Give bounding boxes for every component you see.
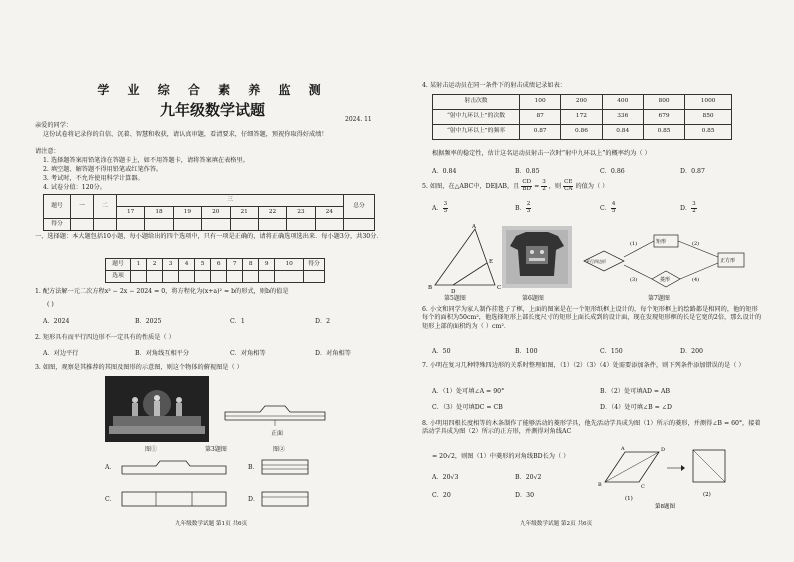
q4-option-d[interactable]: D．0.87 bbox=[680, 168, 705, 175]
intro-text: 这份试卷将记录你的自信、沉着、智慧和收获，请认真审题，看清要求，仔细答题，预祝你取得好成绩！ bbox=[43, 131, 328, 138]
answer-cell: 2 bbox=[147, 259, 163, 271]
q5-c-num: 4 bbox=[611, 201, 616, 207]
q5-pt-c: C bbox=[497, 285, 502, 291]
answer-cell[interactable] bbox=[227, 271, 243, 283]
score-cell: 二 bbox=[94, 195, 117, 219]
answer-cell[interactable] bbox=[243, 271, 259, 283]
greeting: 亲爱的同学： bbox=[35, 122, 73, 129]
question-8: 8. 小明用四根长度相等的木条制作了能够活动的菱形学具，他先活动学具成为图（1）所示的菱形，并测得∠B = 60°，接着活动学具成为图（2）所示的正方形，并测得对角线AC bbox=[422, 420, 761, 436]
q4-cell: 0.87 bbox=[520, 125, 561, 140]
q3-fig1-label: 图① bbox=[145, 446, 158, 453]
q8-option-d[interactable]: D．30 bbox=[515, 492, 535, 499]
answer-cell: 8 bbox=[243, 259, 259, 271]
q7-option-d[interactable]: D．（4）处可填∠B = ∠D bbox=[600, 404, 672, 411]
q5-option-a[interactable] bbox=[432, 202, 448, 215]
q4-cell: “射中九环以上”的频率 bbox=[433, 125, 520, 140]
answer-cell: 1 bbox=[131, 259, 147, 271]
q8-fig1-label: (1) bbox=[625, 496, 633, 502]
score-cell[interactable] bbox=[117, 219, 145, 231]
q5-frac1-den: BD bbox=[522, 185, 532, 192]
q7-node-square: 正方形 bbox=[720, 258, 736, 264]
score-cell: 23 bbox=[287, 207, 315, 219]
question-1: 1. 配方法解一元二次方程x² − 2x − 2024 = 0，将方程化为(x+a)² = b的形式，则b的值是 bbox=[35, 288, 289, 295]
score-cell[interactable] bbox=[315, 219, 343, 231]
q8-option-b[interactable]: B．20√2 bbox=[515, 474, 542, 481]
q4-table bbox=[432, 94, 732, 140]
q7-cond-4: (4) bbox=[692, 277, 700, 283]
q7-cond-2: (2) bbox=[692, 241, 700, 247]
q5-option-d-label: D． bbox=[680, 204, 692, 212]
q5-fraction-3-2 bbox=[541, 180, 547, 193]
q3-fig2-label: 图② bbox=[273, 446, 286, 453]
answer-cell: 10 bbox=[275, 259, 304, 271]
answer-cell: 7 bbox=[227, 259, 243, 271]
q8-option-a[interactable]: A．20√3 bbox=[432, 474, 459, 481]
q3-option-c-figure[interactable] bbox=[120, 488, 230, 510]
q5-option-d[interactable] bbox=[680, 202, 697, 215]
score-cell[interactable] bbox=[258, 219, 286, 231]
score-cell[interactable] bbox=[202, 219, 230, 231]
score-cell[interactable] bbox=[94, 219, 117, 231]
score-cell: 18 bbox=[145, 207, 173, 219]
score-cell: 24 bbox=[315, 207, 343, 219]
notice-3: 3. 考试时，不允许使用科学计算器。 bbox=[43, 175, 144, 182]
q4-cell: 679 bbox=[643, 110, 684, 125]
notice-1: 1. 选择题答案用铅笔涂在答题卡上，如不用答题卡，请将答案填在表格里。 bbox=[43, 157, 249, 164]
answer-table bbox=[105, 258, 325, 283]
q7-flowchart bbox=[580, 223, 760, 295]
score-cell: 21 bbox=[230, 207, 258, 219]
score-cell: 一 bbox=[71, 195, 94, 219]
q5-option-c[interactable] bbox=[600, 202, 616, 215]
answer-cell[interactable] bbox=[304, 271, 325, 283]
q6-option-d[interactable]: D．200 bbox=[680, 348, 703, 355]
answer-cell[interactable] bbox=[275, 271, 304, 283]
q5-a-den: 5 bbox=[443, 207, 448, 214]
question-8-line2: = 20√2，则图（1）中菱形的对角线BD长为（ ） bbox=[432, 453, 570, 460]
answer-cell: 4 bbox=[179, 259, 195, 271]
q4-option-b[interactable]: B．0.85 bbox=[515, 168, 540, 175]
q5-frac2-num: 3 bbox=[542, 179, 546, 185]
q5-option-b[interactable] bbox=[515, 202, 531, 215]
q2-option-a[interactable]: A．对边平行 bbox=[43, 350, 79, 357]
q2-option-d[interactable]: D．对角相等 bbox=[315, 350, 351, 357]
score-table bbox=[43, 194, 375, 231]
q5-text-eq: = bbox=[534, 182, 542, 190]
q5-triangle-figure bbox=[425, 223, 505, 293]
q7-option-c[interactable]: C．（3）处可填DC = CB bbox=[432, 404, 503, 411]
q3-front-view bbox=[220, 398, 330, 428]
q3-fig-caption: 第3题图 bbox=[205, 446, 227, 453]
score-cell: 得分 bbox=[44, 219, 71, 231]
exam-date: 2024. 11 bbox=[345, 116, 372, 123]
q4-cell: 850 bbox=[685, 110, 732, 125]
q3-photo-drawing bbox=[105, 376, 209, 442]
score-cell[interactable] bbox=[173, 219, 201, 231]
q4-cell: 400 bbox=[602, 95, 643, 110]
q5-frac3-num: CE bbox=[564, 179, 573, 185]
q4-cell: 0.85 bbox=[643, 125, 684, 140]
notice-2: 2. 填空题、解答题不得用铅笔或红笔作答。 bbox=[43, 166, 163, 173]
q8-fig2-label: (2) bbox=[703, 492, 711, 498]
q8-pt-b: B bbox=[598, 482, 602, 488]
answer-cell[interactable] bbox=[179, 271, 195, 283]
score-cell: 22 bbox=[258, 207, 286, 219]
q6-photo-drawing bbox=[502, 226, 572, 288]
answer-cell: 6 bbox=[211, 259, 227, 271]
q5-option-c-label: C． bbox=[600, 204, 611, 212]
answer-cell[interactable] bbox=[195, 271, 211, 283]
answer-cell: 得分 bbox=[304, 259, 325, 271]
page-1 bbox=[35, 18, 390, 546]
q3-option-a[interactable]: A． bbox=[105, 464, 116, 471]
q5-fraction-cd-bd bbox=[521, 180, 532, 193]
score-cell: 20 bbox=[202, 207, 230, 219]
q8-pt-c: C bbox=[641, 484, 645, 490]
q8-pt-d: D bbox=[661, 447, 666, 453]
q4-cell: 1000 bbox=[685, 95, 732, 110]
q5-pt-e: E bbox=[489, 259, 494, 265]
q5-frac1-num: CD bbox=[522, 179, 532, 185]
q4-cell: 0.85 bbox=[685, 125, 732, 140]
score-cell[interactable] bbox=[230, 219, 258, 231]
score-cell[interactable] bbox=[71, 219, 94, 231]
q5-d-num: 3 bbox=[692, 201, 696, 207]
answer-cell[interactable] bbox=[147, 271, 163, 283]
answer-cell[interactable] bbox=[131, 271, 147, 283]
score-cell: 19 bbox=[173, 207, 201, 219]
page-2-footer: 九年级数学试题 第2页 共6页 bbox=[520, 521, 593, 527]
score-cell: 总分 bbox=[344, 195, 375, 219]
exam-title: 九年级数学试题 bbox=[159, 101, 265, 119]
q3-option-d[interactable]: D． bbox=[248, 496, 260, 503]
notice-4: 4. 试卷分值：120分。 bbox=[43, 184, 106, 191]
q4-cell: 200 bbox=[561, 95, 602, 110]
q5-pt-b: B bbox=[428, 285, 433, 291]
answer-cell[interactable] bbox=[259, 271, 275, 283]
q6-option-b[interactable]: B．100 bbox=[515, 348, 538, 355]
question-5 bbox=[422, 180, 762, 193]
q5-option-a-frac bbox=[443, 202, 449, 215]
q3-option-b[interactable]: B． bbox=[248, 464, 259, 471]
q3-photo bbox=[105, 376, 209, 442]
q4-cell: “射中九环以上”的次数 bbox=[433, 110, 520, 125]
question-4-tail: 根据频率的稳定性，估计这名运动员射击一次时“射中九环以上”的概率约为（ ） bbox=[432, 150, 651, 157]
q1-option-d[interactable]: D．2 bbox=[315, 318, 331, 325]
answer-cell: 9 bbox=[259, 259, 275, 271]
question-4: 4. 某射击运动员在同一条件下的射击成绩记录如表： bbox=[422, 82, 566, 89]
q6-option-c[interactable]: C．150 bbox=[600, 348, 623, 355]
notice-heading: 请注意： bbox=[35, 148, 60, 155]
q4-cell: 336 bbox=[602, 110, 643, 125]
q3-option-b-figure[interactable] bbox=[260, 458, 310, 478]
answer-cell: 题号 bbox=[106, 259, 131, 271]
question-6: 6. 小文和同学为家人制作挂毯子了框，上面的图案是在一个矩形纸框上设计的，每个矩形框上的绘路都是相同的，他的矩形每个的面积为50cm²，他选择矩形上部长度尺寸的矩形上面长成到的设计面，现在发现矩形框的长是它宽的2倍，那么设计的矩形上部的面积约为（ ）cm²． bbox=[422, 306, 762, 330]
q4-cell: 100 bbox=[520, 95, 561, 110]
q8-pt-a: A bbox=[621, 446, 625, 452]
q5-frac2-den: 2 bbox=[542, 185, 546, 192]
answer-cell[interactable] bbox=[211, 271, 227, 283]
q7-cond-3: (3) bbox=[630, 277, 638, 283]
q8-fig-caption: 第8题图 bbox=[655, 504, 675, 510]
q2-option-c[interactable]: C．对角相等 bbox=[230, 350, 266, 357]
fig7-caption: 第7题图 bbox=[648, 295, 670, 302]
q1-option-b[interactable]: B．2025 bbox=[135, 318, 162, 325]
q5-text-post: ，则 bbox=[548, 182, 562, 190]
q7-option-b[interactable]: B．（2）处可填AD = AB bbox=[600, 388, 671, 395]
q4-option-c[interactable]: C．0.86 bbox=[600, 168, 625, 175]
q5-text-pre: 5. 如图，在△ABC中，DE∥AB，且 bbox=[422, 182, 520, 190]
q4-option-a[interactable]: A．0.84 bbox=[432, 168, 457, 175]
answer-cell: 选项 bbox=[106, 271, 131, 283]
section-1-heading: 一、选择题：本大题包括10小题，每小题给出的四个选项中，只有一项是正确的，请将正确选项选出来．每小题3分，共30分． bbox=[35, 233, 383, 240]
q2-option-b[interactable]: B．对角线互相平分 bbox=[135, 350, 190, 357]
score-cell: 17 bbox=[117, 207, 145, 219]
q6-photo bbox=[502, 226, 572, 288]
score-cell: 题号 bbox=[44, 195, 71, 219]
fig5-caption: 第5题图 bbox=[444, 295, 466, 302]
page-2 bbox=[410, 18, 765, 546]
score-cell[interactable] bbox=[145, 219, 173, 231]
score-cell: 三 bbox=[117, 195, 344, 207]
q7-node-rect: 矩形 bbox=[656, 239, 667, 245]
answer-cell: 5 bbox=[195, 259, 211, 271]
q5-b-num: 2 bbox=[526, 201, 531, 207]
question-7: 7. 小明在复习几种特殊四边形的关系时整理如图，（1）（2）（3）（4）处需要添加条件，则下列条件添加错误的是（ ） bbox=[422, 362, 745, 369]
q3-option-a-figure[interactable] bbox=[120, 458, 230, 478]
q1-option-c[interactable]: C．1 bbox=[230, 318, 245, 325]
q4-cell: 172 bbox=[561, 110, 602, 125]
q7-node-rhombus: 菱形 bbox=[660, 277, 671, 283]
q3-option-d-figure[interactable] bbox=[260, 488, 310, 510]
answer-cell[interactable] bbox=[163, 271, 179, 283]
q5-pt-d: D bbox=[451, 289, 456, 295]
q5-option-b-frac bbox=[526, 202, 532, 215]
q7-option-a[interactable]: A．（1）处可填∠A = 90° bbox=[432, 388, 505, 395]
exam-subtitle: 学 业 综 合 素 养 监 测 bbox=[97, 83, 328, 97]
q4-cell: 0.86 bbox=[561, 125, 602, 140]
q5-a-num: 3 bbox=[443, 201, 448, 207]
q6-option-a[interactable]: A．50 bbox=[432, 348, 451, 355]
q5-frac3-den: CA bbox=[564, 185, 573, 192]
q3-option-c[interactable]: C． bbox=[105, 496, 116, 503]
q7-node-para: 平行四边形 bbox=[586, 259, 606, 264]
q5-pt-a: A bbox=[472, 224, 476, 230]
q5-b-den: 3 bbox=[526, 207, 531, 214]
q8-option-c[interactable]: C．20 bbox=[432, 492, 451, 499]
page-1-footer: 九年级数学试题 第1页 共6页 bbox=[175, 521, 248, 527]
q5-c-den: 5 bbox=[611, 207, 616, 214]
answer-cell: 3 bbox=[163, 259, 179, 271]
score-cell[interactable] bbox=[344, 219, 375, 231]
q4-cell: 0.84 bbox=[602, 125, 643, 140]
q1-option-a[interactable]: A．2024 bbox=[43, 318, 70, 325]
question-3: 3. 如图，观察是其推荐的其图及图形的示意图，则这个物体的俯视图是（ ） bbox=[35, 364, 243, 371]
q3-front-label: 正面 bbox=[271, 430, 284, 437]
q5-option-c-frac bbox=[611, 202, 617, 215]
q5-fraction-ce-ca bbox=[563, 180, 573, 193]
fig6-caption: 第6题图 bbox=[522, 295, 544, 302]
q4-cell: 87 bbox=[520, 110, 561, 125]
q7-cond-1: (1) bbox=[630, 241, 638, 247]
q4-cell: 800 bbox=[643, 95, 684, 110]
q4-cell: 射击次数 bbox=[433, 95, 520, 110]
score-cell[interactable] bbox=[287, 219, 315, 231]
q5-text-tail: 的值为（ ） bbox=[575, 182, 609, 190]
q8-figure bbox=[595, 444, 745, 514]
q5-option-a-label: A． bbox=[432, 204, 443, 212]
q5-option-d-frac bbox=[691, 202, 697, 215]
q5-d-den: 2 bbox=[692, 207, 696, 214]
question-2: 2. 矩形具有而平行四边形不一定具有的性质是（ ） bbox=[35, 334, 175, 341]
question-1-paren: ( ) bbox=[47, 301, 54, 308]
q5-option-b-label: B． bbox=[515, 204, 526, 212]
